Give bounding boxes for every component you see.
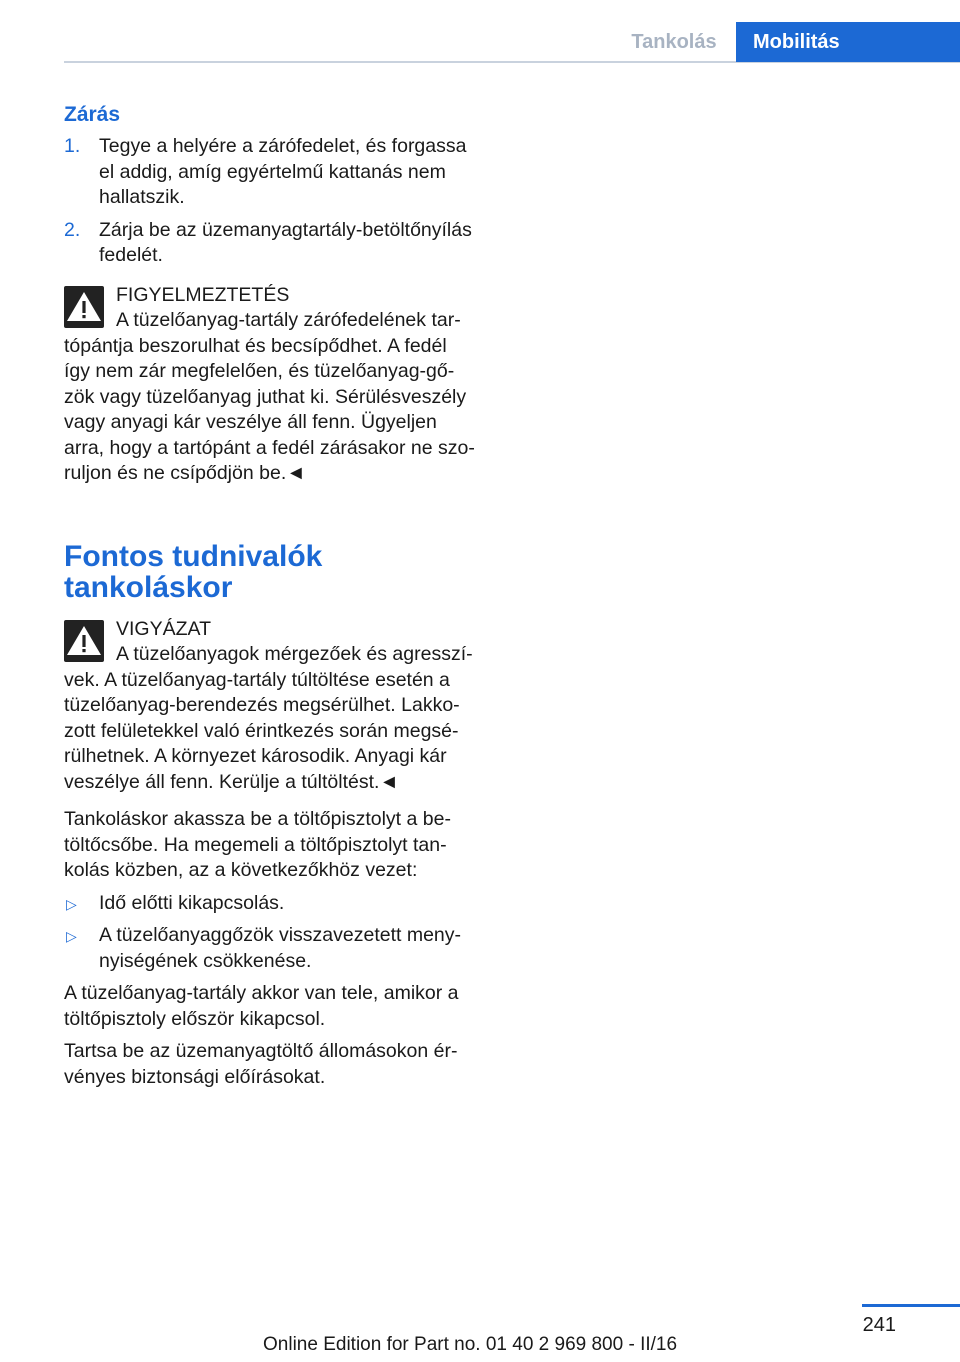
triangle-bullet-icon: ▷	[66, 928, 77, 944]
body-paragraph: Tartsa be az üzemanyagtöltő állomásokon érvényes biztonsági előírásokat.	[64, 1040, 458, 1088]
bullet-text: Idő előtti kikapcsolás.	[99, 891, 285, 914]
footer-edition: Online Edition for Part no. 01 40 2 969 800 - II/16	[263, 1334, 678, 1355]
warning-block-vigyazat	[64, 617, 478, 796]
section-title-zaras: Zárás	[64, 103, 121, 126]
footer-divider	[862, 1304, 960, 1307]
steps-list	[64, 134, 478, 269]
intro-paragraph: Tankoláskor akassza be a töltőpisztolyt a betöltőcsőbe. Ha megemeli a töltőpisztolyt tankolás közben, az a következőkhöz vezet:	[64, 808, 451, 881]
step-item	[64, 218, 478, 269]
body-paragraph: A tüzelőanyag-tartály akkor van tele, amikor a töltőpisztoly először kikapcsol.	[64, 982, 459, 1030]
triangle-bullet-icon: ▷	[66, 895, 77, 912]
bullet-item	[64, 923, 478, 974]
step-text: Zárja be az üzemanyagtartály-betöltőnyílás fedelét.	[99, 218, 472, 266]
step-number: 2.	[64, 218, 81, 241]
step-item	[64, 134, 478, 211]
tab-tankolas[interactable]: Tankolás	[631, 31, 717, 53]
page-number: 241	[862, 1314, 896, 1336]
warning-triangle-icon	[64, 620, 104, 662]
step-number: 1.	[64, 135, 81, 157]
main-column	[64, 100, 478, 1097]
bullet-text: A tüzelőanyaggőzök visszavezetett menynyiségének csökkenése.	[99, 924, 462, 972]
bullet-list	[64, 891, 478, 975]
warning-title: FIGYELMEZTETÉS	[116, 283, 290, 306]
warning-title: VIGYÁZAT	[116, 617, 211, 640]
section-title-tankolas: Fontos tudnivalók tankoláskor	[64, 539, 323, 604]
warning-triangle-icon	[64, 286, 104, 328]
warning-text: A tüzelőanyagok mérgezőek és agresszívek. A tüzelőanyag-tartály túltöltése esetén a tüzelőanyag-berendezés megsérülhet. Lakkozott felületekkel való érintkezés során megsérülhetnek. A környezet károsodik. Anyagi kár veszélye áll fenn. Kerülje a túltöltést.◄	[64, 643, 473, 793]
tab-mobilitas[interactable]: Mobilitás	[736, 22, 960, 62]
warning-text: A tüzelőanyag-tartály zárófedelének tartópántja beszorulhat és becsípődhet. A fedél így nem zár megfelelően, és tüzelőanyag-gőzök vagy tüzelőanyag juthat ki. Sérülésveszély vagy anyagi kár veszélye áll fenn. Ügyeljen arra, hogy a tartópánt a fedél zárásakor ne szoruljon és ne csípődjön be.◄	[64, 309, 475, 484]
warning-block-figyelmeztetes	[64, 283, 478, 487]
bullet-item	[64, 891, 478, 917]
step-text: Tegye a helyére a zárófedelet, és forgassa el addig, amíg egyértelmű kattanás nem hallatszik.	[99, 135, 467, 208]
